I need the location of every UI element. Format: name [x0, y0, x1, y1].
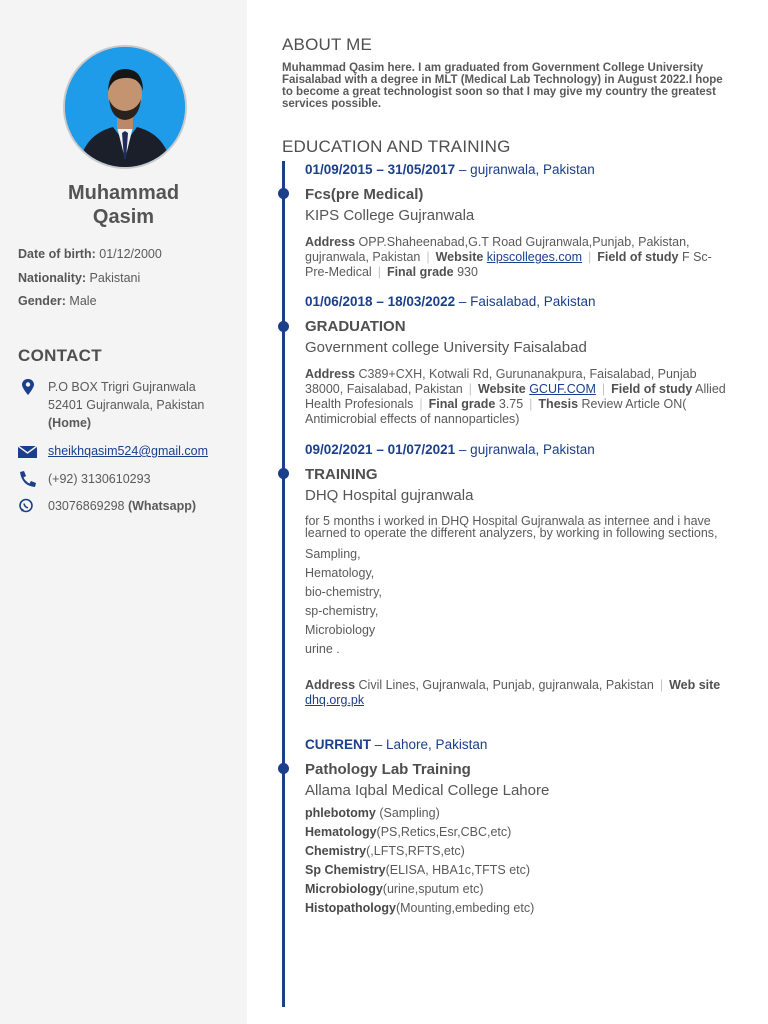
- list-item: Histopathology(Mounting,embeding etc): [305, 901, 535, 915]
- skills-list: [305, 804, 733, 918]
- about-heading: ABOUT ME: [282, 35, 373, 54]
- profile-name: Muhammad Qasim: [67, 182, 180, 228]
- list-item: Hematology,: [305, 566, 375, 580]
- contact-phone: (+92) 3130610293: [18, 470, 238, 488]
- entry-title: TRAINING: [305, 466, 378, 483]
- phone-icon: [18, 471, 38, 487]
- entry-details: Address C389+CXH, Kotwali Rd, Gurunanakpura, Faisalabad, Punjab 38000, Faisalabad, Pakistan | Website GCUF.COM | Field of study Allied Health Profesionals | Final grade 3.75 | Thesis Review Article ON( Antimicrobial effects of nannoparticles): [305, 367, 726, 426]
- website-link[interactable]: GCUF.COM: [529, 382, 596, 396]
- entry-details: Address OPP.Shaheenabad,G.T Road Gujranwala,Punjab, Pakistan, gujranwala, Pakistan | Website kipscolleges.com | Field of study F Sc-Pre-Medical | Final grade 930: [305, 235, 712, 279]
- contact-address: P.O BOX Trigri Gujranwala 52401 Gujranwala, Pakistan (Home): [18, 378, 238, 434]
- entry-title: GRADUATION: [305, 318, 406, 335]
- location-pin-icon: [18, 379, 38, 395]
- list-item: Microbiology(urine,sputum etc): [305, 882, 484, 896]
- website-link[interactable]: kipscolleges.com: [486, 250, 582, 264]
- timeline-line: [282, 161, 285, 1007]
- entry-description: for 5 months i worked in DHQ Hospital Gujranwala as internee and i have learned to operate the different analyzers, by working in following sections,: [305, 514, 718, 540]
- contact-whatsapp: 03076869298 (Whatsapp): [18, 497, 238, 515]
- about-text: Muhammad Qasim here. I am graduated from Government College University Faisalabad with a degree in MLT (Medical Lab Technology) in August 2022.I hope to become a great technologist soon so that I may give my country the greatest services possible.: [282, 62, 723, 110]
- entry-date: CURRENT – Lahore, Pakistan: [305, 737, 488, 752]
- list-item: Hematology(PS,Retics,Esr,CBC,etc): [305, 825, 512, 839]
- list-item: Sp Chemistry(ELISA, HBA1c,TFTS etc): [305, 863, 531, 877]
- timeline-dot: [278, 321, 289, 332]
- entry-organization: Government college University Faisalabad: [305, 339, 587, 356]
- education-heading: EDUCATION AND TRAINING: [282, 137, 511, 156]
- entry-organization: Allama Iqbal Medical College Lahore: [305, 782, 550, 799]
- timeline-dot: [278, 763, 289, 774]
- entry-title: Fcs(pre Medical): [305, 186, 424, 203]
- entry-date: 01/06/2018 – 18/03/2022 – Faisalabad, Pakistan: [305, 294, 596, 309]
- entry-organization: KIPS College Gujranwala: [305, 207, 475, 224]
- education-entry: [305, 441, 733, 708]
- list-item: urine .: [305, 642, 340, 656]
- list-item: sp-chemistry,: [305, 604, 379, 618]
- profile-photo: [63, 45, 187, 169]
- sidebar: [0, 0, 247, 1024]
- nationality: Nationality: Pakistani: [18, 271, 141, 285]
- entry-date: 09/02/2021 – 01/07/2021 – gujranwala, Pakistan: [305, 442, 595, 457]
- timeline-dot: [278, 188, 289, 199]
- list-item: Microbiology: [305, 623, 376, 637]
- entry-details: Address Civil Lines, Gujranwala, Punjab, gujranwala, Pakistan | Web site dhq.org.pk: [305, 678, 721, 707]
- list-item: Chemistry(,LFTS,RFTS,etc): [305, 844, 465, 858]
- list-item: Sampling,: [305, 547, 361, 561]
- envelope-icon: [18, 443, 38, 459]
- entry-title: Pathology Lab Training: [305, 761, 471, 778]
- training-sections: [305, 545, 733, 659]
- whatsapp-icon: [18, 498, 38, 514]
- education-entry: [305, 293, 733, 427]
- entry-date: 01/09/2015 – 31/05/2017 – gujranwala, Pakistan: [305, 162, 595, 177]
- email-link[interactable]: sheikhqasim524@gmail.com: [48, 444, 208, 458]
- education-entry: [305, 161, 733, 280]
- list-item: phlebotomy (Sampling): [305, 806, 440, 820]
- contact-email: [18, 442, 238, 460]
- date-of-birth: Date of birth: 01/12/2000: [18, 247, 162, 261]
- list-item: bio-chemistry,: [305, 585, 382, 599]
- gender: Gender: Male: [18, 294, 97, 308]
- entry-organization: DHQ Hospital gujranwala: [305, 487, 474, 504]
- timeline-dot: [278, 468, 289, 479]
- website-link[interactable]: dhq.org.pk: [305, 693, 365, 707]
- contact-heading: CONTACT: [18, 346, 102, 365]
- education-entry: [305, 736, 733, 918]
